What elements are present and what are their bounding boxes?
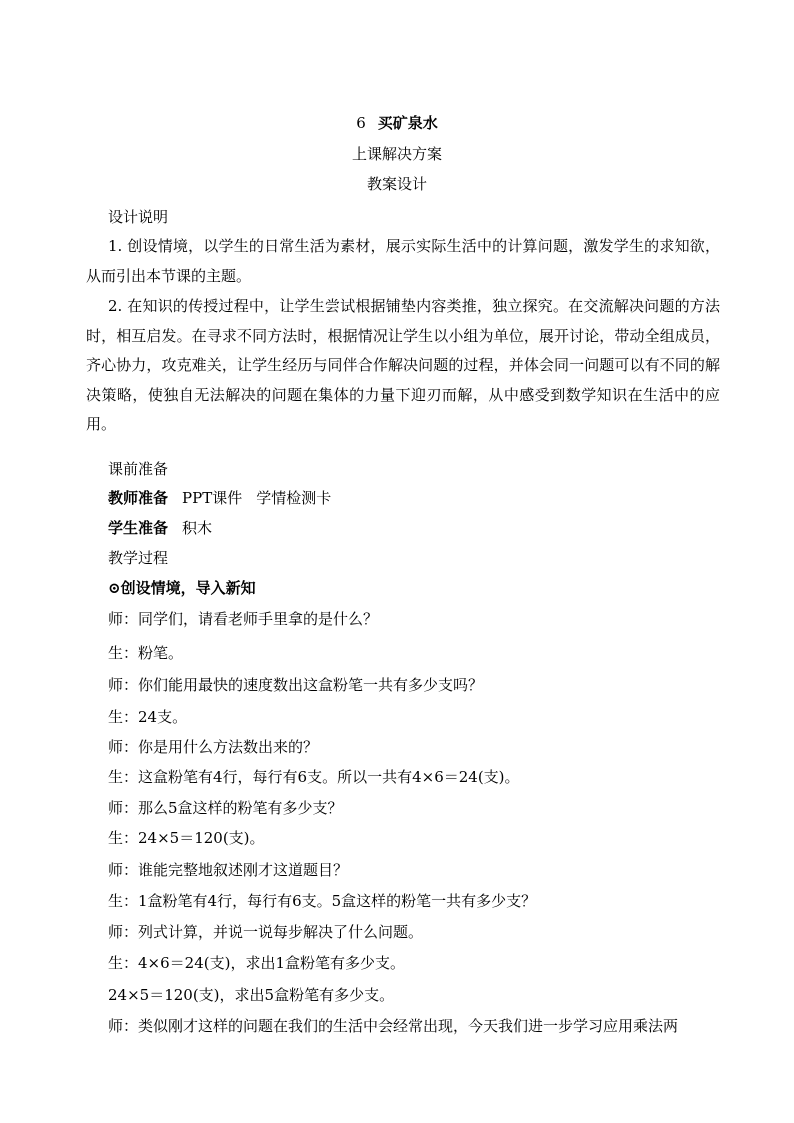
dialogue-line: 生：这盒粉笔有4行，每行有6支。所以一共有4×6＝24(支)。	[108, 768, 520, 786]
student-prep-item: 积木	[182, 519, 213, 537]
lesson-title	[0, 113, 794, 133]
teacher-prep-line	[108, 488, 331, 508]
process-heading: 教学过程	[108, 549, 169, 567]
design-heading: 设计说明	[108, 208, 169, 226]
design-point-2: 2. 在知识的传授过程中，让学生尝试根据铺垫内容类推，独立探究。在交流解决问题的方法时，相互启发。在寻求不同方法时，根据情况让学生以小组为单位，展开讨论，带动全组成员，齐心协力，攻克难关，让学生经历与同伴合作解决问题的过程，并体会同一问题可以有不同的解决策略，使独自无法解决的问题在集体的力量下迎刃而解，从中感受到数学知识在生活中的应用。	[86, 297, 720, 433]
section-title: 教案设计	[366, 175, 427, 193]
design-point-1: 1. 创设情境，以学生的日常生活为素材，展示实际生活中的计算问题，激发学生的求知欲，从而引出本节课的主题。	[86, 237, 720, 285]
lesson-number: 6	[356, 114, 366, 132]
dialogue-line: 师：你是用什么方法数出来的？	[108, 738, 319, 756]
dialogue-line: 师：列式计算，并说一说每步解决了什么问题。	[108, 923, 424, 941]
prep-heading: 课前准备	[108, 460, 169, 478]
dialogue-line: 师：类似刚才这样的问题在我们的生活中会经常出现，今天我们进一步学习应用乘法两	[108, 1017, 679, 1035]
teacher-prep-item-1: PPT课件	[182, 489, 243, 507]
teacher-prep-label: 教师准备	[108, 489, 169, 507]
student-prep-line	[108, 518, 212, 538]
lesson-title-text: 买矿泉水	[377, 114, 438, 132]
dialogue-line: 24×5＝120(支)，求出5盒粉笔有多少支。	[108, 986, 395, 1004]
subtitle: 上课解决方案	[351, 145, 442, 163]
dialogue-line: 师：同学们，请看老师手里拿的是什么？	[108, 610, 379, 628]
dialogue-line: 生：4×6＝24(支)，求出1盒粉笔有多少支。	[108, 954, 405, 972]
dialogue-line: 师：谁能完整地叙述刚才这道题目？	[108, 861, 349, 879]
dialogue-line: 生：粉笔。	[108, 644, 184, 662]
dialogue-line: 生：1盒粉笔有4行，每行有6支。5盒这样的粉笔一共有多少支？	[108, 892, 537, 910]
step-1-title: ⊙创设情境，导入新知	[108, 579, 256, 597]
student-prep-label: 学生准备	[108, 519, 169, 537]
dialogue-line: 生：24×5＝120(支)。	[108, 829, 265, 847]
dialogue-line: 师：那么5盒这样的粉笔有多少支？	[108, 799, 343, 817]
dialogue-line: 生：24支。	[108, 708, 188, 726]
dialogue-line: 师：你们能用最快的速度数出这盒粉笔一共有多少支吗？	[108, 676, 484, 694]
teacher-prep-item-2: 学情检测卡	[256, 489, 332, 507]
